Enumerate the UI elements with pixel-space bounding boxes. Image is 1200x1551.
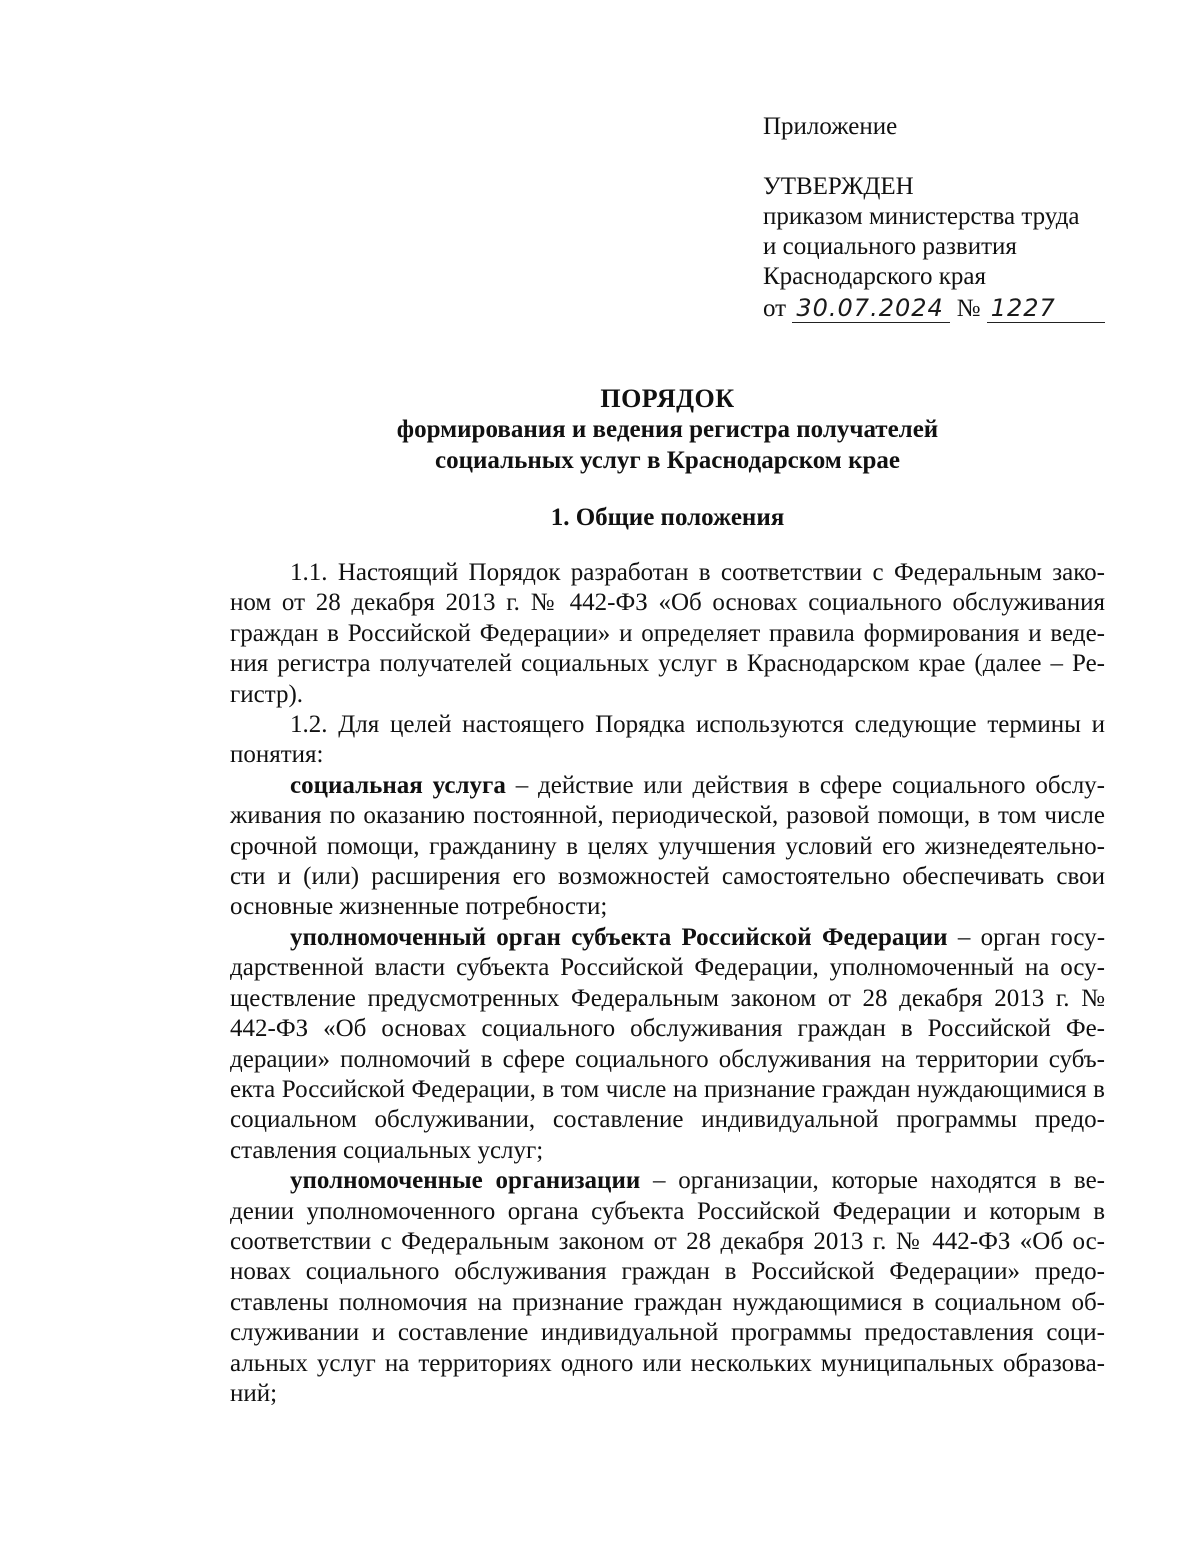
- approval-line-1: приказом министерства труда: [763, 203, 1080, 230]
- document-subtitle-line-1: формирования и ведения регистра получателей: [396, 416, 939, 443]
- paragraph-1-2: 1.2. Для целей настоящего Порядка используются следующие термины и понятия:: [230, 711, 1105, 769]
- handwritten-date: 30.07.2024: [792, 294, 950, 323]
- order-date-number-line: [763, 294, 1123, 324]
- document-title-block: [230, 383, 1105, 476]
- paragraph-1-1: 1.1. Настоящий Порядок разработан в соответствии с Федеральным законом от 28 декабря 2013 г. № 442-ФЗ «Об основах социального обслуживания граждан в Российской Федерации» и определяет правила формирования и ведения регистра получателей социальных услуг в Краснодарском крае (далее – Регистр).: [230, 559, 1105, 708]
- approval-stamp-block: [763, 112, 1123, 324]
- definition-authorized-organizations: [230, 1166, 1105, 1409]
- definition-authorized-body: [230, 923, 1105, 1166]
- term-authorized-organizations: уполномоченные организации: [290, 1167, 641, 1195]
- term-social-service: социальная услуга: [290, 771, 506, 799]
- approved-label: УТВЕРЖДЕН: [763, 173, 914, 200]
- section-heading-general: 1. Общие положения: [550, 504, 785, 531]
- document-title: ПОРЯДОК: [600, 384, 735, 413]
- definition-text-authorized-organizations: – организации, которые находятся в ведении уполномоченного органа субъекта Российской Федерации и которым в соответствии с Федеральным законом от 28 декабря 2013 г. № 442-ФЗ «Об основах социального обслуживания граждан в Российской Федерации» предоставлены полномочия на признание граждан нуждающимися в социальном обслуживании и составление индивидуальной программы предоставления социальных услуг на территориях одного или нескольких муниципальных образований;: [230, 1167, 1105, 1407]
- term-authorized-body: уполномоченный орган субъекта Российской Федерации: [290, 923, 948, 951]
- appendix-label: Приложение: [763, 113, 898, 140]
- handwritten-number: 1227: [987, 294, 1105, 323]
- definition-text-authorized-body: – орган государственной власти субъекта Российской Федерации, уполномоченный на осуществление предусмотренных Федеральным законом от 28 декабря 2013 г. № 442-ФЗ «Об основах социального обслуживания граждан в Российской Федерации» полномочий в сфере социального обслуживания на территории субъекта Российской Федерации, в том числе на признание граждан нуждающимися в социальном обслуживании, составление индивидуальной программы предоставления социальных услуг;: [230, 923, 1106, 1164]
- approval-line-2: и социального развития: [763, 233, 1017, 260]
- definition-text-social-service: – действие или действия в сфере социального обслуживания по оказанию постоянной, периодической, разовой помощи, в том числе срочной помощи, гражданину в целях улучшения условий его жизнедеятельности и (или) расширения его возможностей самостоятельно обеспечивать свои основные жизненные потребности;: [230, 771, 1105, 921]
- document-subtitle-line-2: социальных услуг в Краснодарском крае: [435, 447, 900, 474]
- definition-social-service: [230, 771, 1105, 923]
- date-prefix: от: [763, 295, 787, 322]
- number-prefix: №: [956, 295, 981, 322]
- document-body: [230, 558, 1105, 1409]
- approval-line-3: Краснодарского края: [763, 263, 986, 290]
